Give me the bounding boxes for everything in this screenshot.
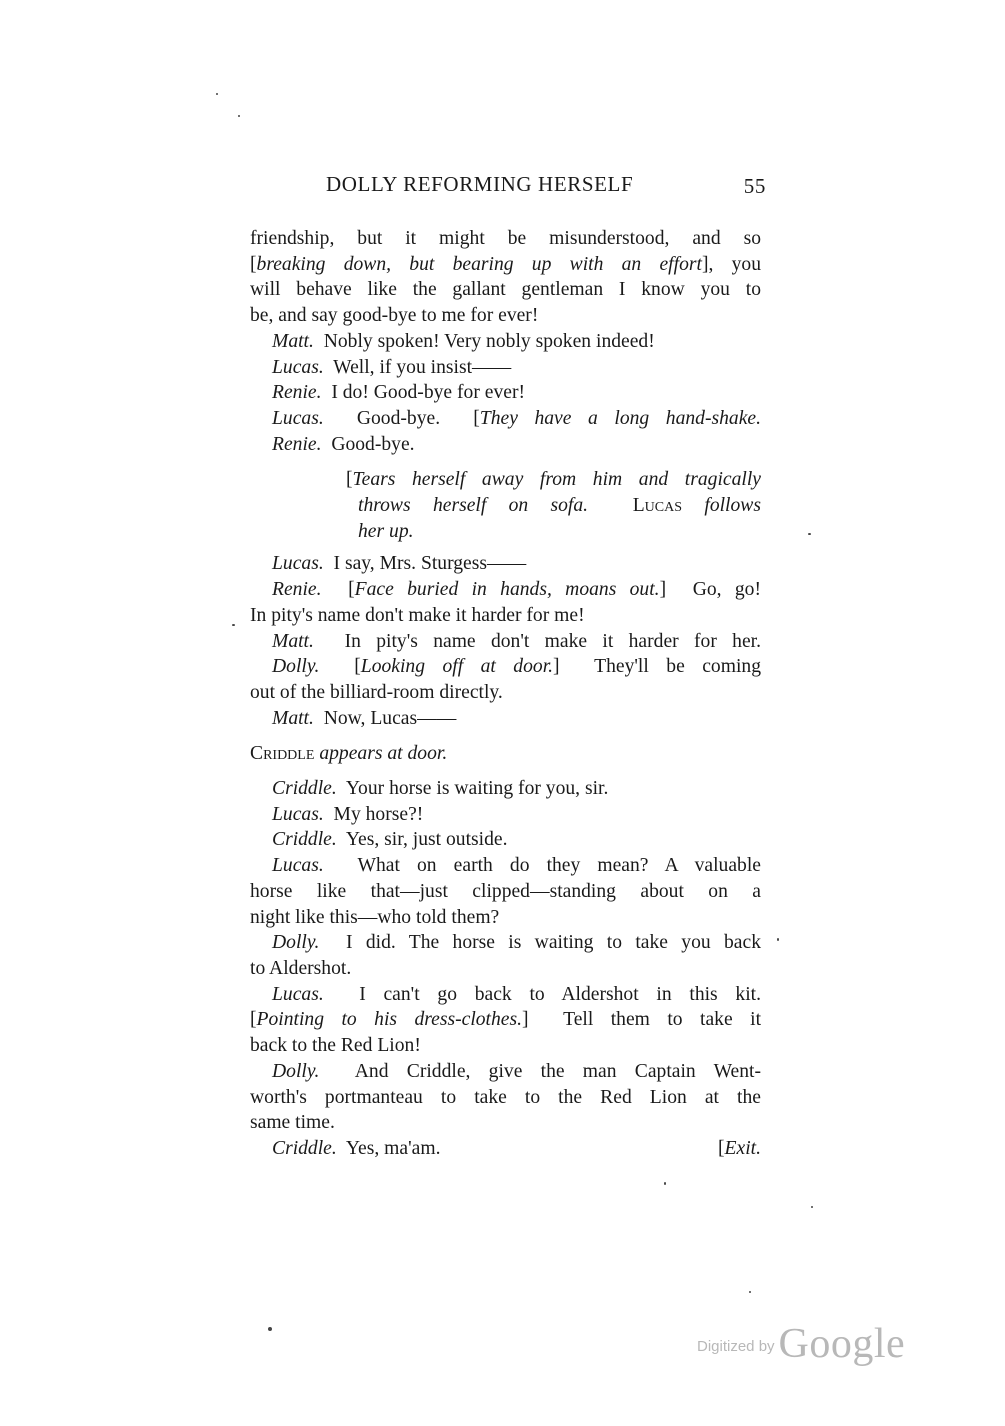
speaker-name: Lucas.	[272, 553, 324, 575]
scan-speck	[664, 1182, 666, 1185]
stage-direction: follows	[704, 495, 761, 517]
speaker-name: Renie.	[272, 382, 322, 404]
speaker-name: Criddle.	[272, 829, 337, 851]
dialogue-line	[250, 654, 761, 680]
stage-line	[358, 519, 761, 545]
text-line	[250, 226, 761, 252]
stage-direction: Tears herself away from him and tragically	[352, 469, 761, 491]
text-line	[250, 956, 761, 982]
dialogue-text: worth's portmanteau to take to the Red Lion at the	[250, 1086, 761, 1108]
google-logo: Google	[778, 1321, 906, 1367]
dialogue-text: I say, Mrs. Sturgess——	[333, 553, 527, 575]
dialogue-line	[250, 930, 761, 956]
dialogue-text: night like this—who told them?	[250, 906, 500, 928]
dialogue-text: I did. The horse is waiting to take you back	[346, 932, 761, 954]
stage-direction: Pointing to his dress-clothes.	[256, 1009, 523, 1031]
dialogue-text: My horse?!	[333, 803, 424, 825]
dialogue-text: I can't go back to Aldershot in this kit.	[359, 983, 762, 1005]
dialogue-text: to Aldershot.	[250, 957, 352, 979]
bracket: [	[346, 469, 353, 491]
dialogue-line	[250, 853, 761, 879]
speaker-name: Lucas.	[272, 855, 324, 877]
dialogue-line	[250, 406, 761, 432]
speaker-name: Lucas.	[272, 983, 324, 1005]
dialogue-text: I do! Good-bye for ever!	[331, 382, 525, 404]
scan-speck	[811, 1206, 813, 1208]
dialogue-text: What on earth do they mean? A valuable	[357, 855, 761, 877]
character-name: Criddle	[250, 743, 315, 765]
stage-direction-block	[250, 467, 761, 544]
speaker-name: Dolly.	[272, 656, 320, 678]
dialogue-text: friendship, but it might be misunderstood, and so	[250, 228, 761, 249]
dialogue-text: horse like that—just clipped—standing about on a	[250, 880, 761, 902]
text-line	[250, 1033, 761, 1059]
scan-speck	[808, 533, 811, 535]
bracket: [	[348, 579, 355, 601]
dialogue-text: Your horse is waiting for you, sir.	[345, 778, 609, 800]
dialogue-line	[250, 776, 761, 802]
text-line	[250, 603, 761, 629]
digitized-watermark	[697, 1320, 905, 1368]
dialogue-text: will behave like the gallant gentleman I know you to	[250, 279, 761, 301]
dialogue-text: In pity's name don't make it harder for her.	[344, 630, 762, 652]
text-line	[250, 905, 761, 931]
dialogue-text: Yes, sir, just outside.	[345, 829, 508, 851]
dialogue-line	[250, 1136, 761, 1162]
stage-direction: appears at door.	[319, 743, 448, 765]
speaker-name: Renie.	[272, 433, 322, 455]
dialogue-text: back to the Red Lion!	[250, 1035, 421, 1057]
scan-speck	[777, 938, 779, 941]
speaker-name: Dolly.	[272, 1060, 320, 1082]
dialogue-line	[250, 577, 761, 603]
speaker-name: Renie.	[272, 579, 322, 601]
bracket: ]	[553, 656, 560, 678]
stage-direction: Exit.	[724, 1137, 761, 1159]
dialogue-text: Good-bye.	[356, 407, 441, 429]
dialogue-text: Good-bye.	[331, 433, 415, 455]
bracket: ]	[522, 1009, 529, 1031]
dialogue-text: Well, if you insist——	[333, 356, 512, 378]
dialogue-text: In pity's name don't make it harder for me!	[250, 604, 585, 626]
dialogue-line	[250, 329, 761, 355]
speaker-name: Lucas.	[272, 803, 324, 825]
scan-speck	[232, 624, 235, 626]
watermark-prefix: Digitized by	[697, 1338, 775, 1355]
scan-speck	[216, 93, 218, 95]
running-title: DOLLY REFORMING HERSELF	[326, 172, 634, 196]
dialogue-line	[250, 827, 761, 853]
speaker-name: Criddle.	[272, 778, 337, 800]
scan-speck	[749, 1291, 751, 1293]
bracket: [	[473, 407, 480, 429]
speaker-name: Dolly.	[272, 932, 320, 954]
dialogue-line	[250, 432, 761, 458]
exit-direction	[696, 1136, 761, 1162]
dialogue-text: And Criddle, give the man Captain Went-	[354, 1060, 762, 1082]
stage-direction: throws herself on sofa.	[358, 495, 589, 517]
dialogue-line	[250, 629, 761, 655]
dialogue-text: be, and say good-bye to me for ever!	[250, 305, 539, 327]
dialogue-text: Nobly spoken! Very nobly spoken indeed!	[323, 330, 655, 352]
stage-direction-centered	[250, 741, 761, 767]
dialogue-line	[250, 802, 761, 828]
speaker-name: Matt.	[272, 630, 314, 652]
stage-direction: breaking down, but bearing up with an effort	[256, 253, 702, 275]
bracket: ]	[659, 579, 667, 601]
stage-line	[358, 493, 761, 519]
stage-line	[346, 467, 761, 493]
dialogue-text: out of the billiard-room directly.	[250, 681, 503, 703]
stage-direction: They have a long hand-shake.	[479, 407, 761, 429]
scan-speck	[238, 115, 240, 117]
dialogue-line	[250, 355, 761, 381]
text-line	[250, 277, 761, 303]
dialogue-text: They'll be coming	[594, 656, 761, 678]
character-name: Lucas	[632, 495, 683, 517]
stage-direction: Face buried in hands, moans out.	[354, 579, 660, 601]
text-line	[250, 1007, 761, 1033]
dialogue-text: ], you	[701, 253, 761, 275]
speaker-name: Lucas.	[272, 407, 324, 429]
stage-direction: Looking off at door.	[360, 656, 554, 678]
bracket: [	[718, 1137, 725, 1159]
dialogue-text: Go, go!	[692, 579, 762, 601]
dialogue-line	[250, 1059, 761, 1085]
text-line	[250, 303, 761, 329]
dialogue-line	[250, 380, 761, 406]
dialogue-text: Yes, ma'am.	[345, 1137, 441, 1159]
dialogue-text: Now, Lucas——	[323, 707, 457, 729]
dialogue-line	[250, 982, 761, 1008]
bracket: [	[250, 1009, 257, 1031]
text-line	[250, 252, 761, 278]
dialogue-text: Tell them to take it	[563, 1009, 762, 1031]
speaker-name: Matt.	[272, 707, 314, 729]
bracket: [	[250, 253, 257, 275]
scan-speck	[268, 1327, 272, 1331]
text-line	[250, 680, 761, 706]
stage-direction: her up.	[358, 520, 414, 542]
dialogue-line	[250, 706, 761, 732]
speaker-name: Lucas.	[272, 356, 324, 378]
text-line	[250, 1110, 761, 1136]
text-line	[250, 1085, 761, 1111]
dialogue-text: same time.	[250, 1112, 335, 1134]
text-line	[250, 879, 761, 905]
bracket: [	[354, 656, 361, 678]
play-text	[250, 226, 761, 1162]
speaker-name: Criddle.	[272, 1137, 337, 1159]
dialogue-line	[250, 551, 761, 577]
page-number: 55	[743, 174, 766, 198]
speaker-name: Matt.	[272, 330, 314, 352]
